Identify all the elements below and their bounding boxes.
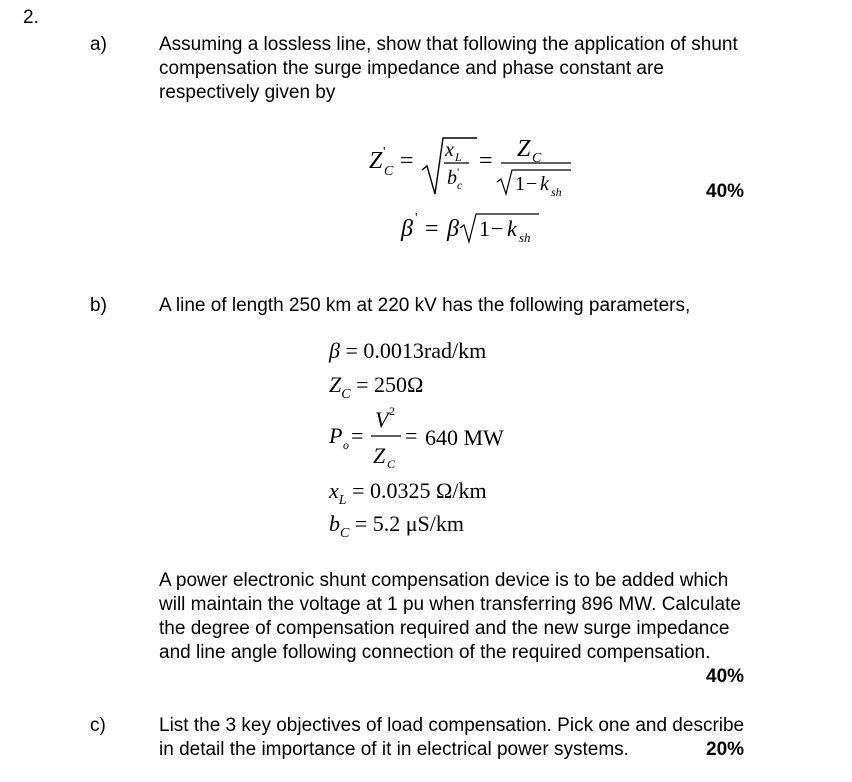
param-bc-value: 5.2	[372, 511, 401, 536]
param-bc-unit: μS/km	[405, 511, 465, 536]
svg-text:b: b	[447, 167, 457, 189]
svg-text:=: =	[479, 148, 493, 174]
svg-text:C: C	[532, 151, 542, 166]
part-b-text-line-3: the degree of compensation required and the new surge impedance	[159, 618, 730, 639]
svg-text:P: P	[329, 423, 343, 448]
param-beta: β = 0.0013rad/km	[329, 338, 487, 363]
svg-text:L: L	[455, 150, 462, 164]
part-a-marks: 40%	[706, 181, 745, 202]
part-b-intro: A line of length 250 km at 220 kV has the following parameters,	[159, 295, 691, 316]
param-xl-unit: Ω/km	[435, 478, 487, 503]
phase-constant-equation	[397, 210, 557, 250]
svg-text:x: x	[445, 139, 454, 161]
param-xl-value: 0.0325	[369, 478, 431, 503]
svg-text:1: 1	[515, 173, 525, 195]
svg-text:β: β	[447, 216, 459, 242]
param-zc: $Z_C = 250\Omega$	[329, 372, 424, 402]
part-b-text-line-2: will maintain the voltage at 1 pu when transferring 896 MW. Calculate	[159, 594, 741, 615]
part-a-text-line-1: Assuming a lossless line, show that following the application of shunt	[159, 34, 738, 55]
svg-text:C: C	[384, 164, 394, 179]
svg-text:=: =	[400, 148, 414, 174]
param-beta-unit: rad/km	[423, 338, 487, 363]
param-po-unit: MW	[463, 425, 504, 450]
svg-text:C: C	[387, 457, 396, 471]
svg-text:β: β	[401, 216, 413, 242]
part-c-text-line-2: in detail the importance of it in electrical power systems.	[159, 739, 629, 760]
svg-text:−: −	[526, 173, 538, 195]
svg-text:k: k	[540, 173, 549, 195]
part-a-text-line-2: compensation the surge impedance and phase constant are	[159, 58, 664, 79]
svg-text:': '	[457, 165, 460, 179]
question-number: 2.	[23, 7, 39, 28]
part-b-marks: 40%	[706, 666, 745, 687]
svg-text:1: 1	[479, 216, 490, 241]
part-b-text-line-1: A power electronic shunt compensation device is to be added which	[159, 570, 729, 591]
param-zc-value: 250	[374, 372, 408, 397]
svg-text:−: −	[491, 216, 504, 241]
svg-text:V: V	[375, 407, 389, 432]
param-zc-unit: Ω	[407, 372, 424, 397]
param-beta-value: 0.0013	[363, 338, 424, 363]
part-c-marks: 20%	[706, 739, 745, 760]
part-b-text-line-4: and line angle following connection of the required compensation.	[159, 642, 711, 663]
svg-text:Z: Z	[369, 148, 383, 174]
svg-text:sh: sh	[519, 230, 531, 245]
svg-text:=: =	[405, 423, 418, 448]
param-xl: $x_L = 0.0325$ Ω/km	[329, 478, 487, 508]
svg-text:c: c	[457, 178, 463, 192]
svg-text:=: =	[351, 423, 364, 448]
svg-text:Z: Z	[373, 443, 386, 468]
svg-text:2: 2	[389, 404, 395, 418]
svg-text:': '	[383, 145, 386, 160]
param-po-result	[425, 425, 504, 451]
svg-text:': '	[415, 211, 418, 226]
svg-text:Z: Z	[517, 136, 531, 162]
part-b-label: b)	[90, 295, 107, 316]
param-po-fraction	[327, 405, 427, 469]
param-bc: $b_C = 5.2$ μS/km	[329, 511, 465, 541]
svg-text:k: k	[507, 216, 517, 241]
svg-text:o: o	[343, 438, 349, 452]
part-c-text-line-1: List the 3 key objectives of load compensation. Pick one and describe	[159, 715, 745, 736]
part-a-text-line-3: respectively given by	[159, 82, 336, 103]
part-c-label: c)	[90, 715, 106, 736]
surge-impedance-equation	[365, 132, 595, 202]
svg-text:=: =	[425, 216, 439, 242]
part-a-label: a)	[90, 34, 107, 55]
svg-text:sh: sh	[551, 185, 562, 199]
param-po-value: 640	[425, 425, 458, 450]
